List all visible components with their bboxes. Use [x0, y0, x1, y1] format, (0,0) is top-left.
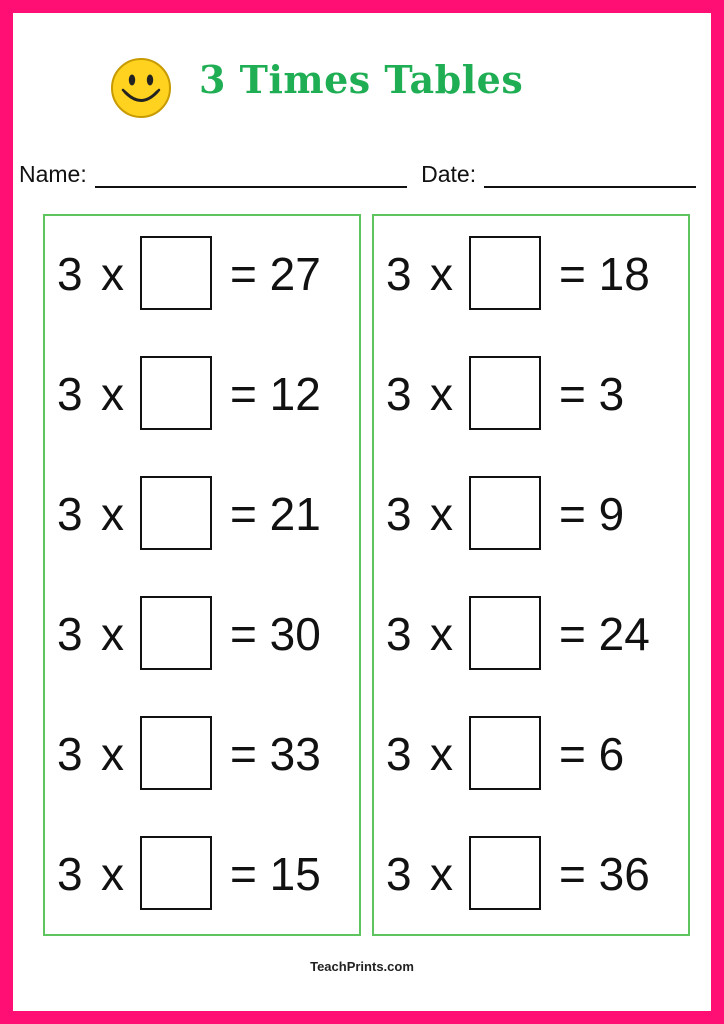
- answer-box[interactable]: [140, 356, 212, 430]
- factor-text: 3: [57, 248, 83, 300]
- answer-box[interactable]: [140, 836, 212, 910]
- product-text: = 21: [230, 488, 321, 540]
- factor-text: 3: [386, 248, 412, 300]
- multiply-sign: x: [101, 608, 124, 660]
- multiply-sign: x: [430, 608, 453, 660]
- student-info-row: [19, 161, 696, 188]
- problem-row: [45, 356, 359, 436]
- multiply-sign: x: [430, 368, 453, 420]
- answer-box[interactable]: [140, 236, 212, 310]
- answer-box[interactable]: [140, 596, 212, 670]
- product-text: = 30: [230, 608, 321, 660]
- multiply-sign: x: [430, 488, 453, 540]
- factor-text: 3: [57, 728, 83, 780]
- worksheet-header: [13, 13, 711, 133]
- answer-box[interactable]: [140, 716, 212, 790]
- answer-box[interactable]: [469, 236, 541, 310]
- problem-column-left: [43, 214, 361, 936]
- answer-box[interactable]: [469, 596, 541, 670]
- product-text: = 3: [559, 368, 625, 420]
- product-text: = 9: [559, 488, 625, 540]
- date-field[interactable]: [484, 164, 696, 188]
- factor-text: 3: [386, 728, 412, 780]
- problem-row: [374, 716, 688, 796]
- product-text: = 18: [559, 248, 650, 300]
- date-label: Date:: [421, 161, 477, 187]
- factor-text: 3: [386, 608, 412, 660]
- product-text: = 33: [230, 728, 321, 780]
- problem-row: [45, 596, 359, 676]
- multiply-sign: x: [101, 368, 124, 420]
- problem-row: [374, 596, 688, 676]
- factor-text: 3: [386, 848, 412, 900]
- product-text: = 12: [230, 368, 321, 420]
- smiley-face-icon: [110, 57, 172, 119]
- answer-box[interactable]: [140, 476, 212, 550]
- name-label: Name:: [19, 161, 87, 187]
- product-text: = 15: [230, 848, 321, 900]
- factor-text: 3: [57, 368, 83, 420]
- answer-box[interactable]: [469, 836, 541, 910]
- answer-box[interactable]: [469, 356, 541, 430]
- problem-row: [45, 716, 359, 796]
- problem-column-right: [372, 214, 690, 936]
- factor-text: 3: [57, 488, 83, 540]
- answer-box[interactable]: [469, 716, 541, 790]
- problem-row: [374, 476, 688, 556]
- page-title: 3 Times Tables: [199, 57, 524, 102]
- product-text: = 6: [559, 728, 625, 780]
- problem-row: [45, 476, 359, 556]
- multiply-sign: x: [101, 848, 124, 900]
- product-text: = 36: [559, 848, 650, 900]
- multiply-sign: x: [430, 848, 453, 900]
- problem-row: [374, 836, 688, 916]
- problem-row: [45, 836, 359, 916]
- answer-box[interactable]: [469, 476, 541, 550]
- product-text: = 24: [559, 608, 650, 660]
- multiply-sign: x: [430, 728, 453, 780]
- product-text: = 27: [230, 248, 321, 300]
- problem-row: [374, 236, 688, 316]
- problem-row: [374, 356, 688, 436]
- multiply-sign: x: [101, 728, 124, 780]
- name-field[interactable]: [95, 164, 407, 188]
- footer-credit: TeachPrints.com: [310, 959, 414, 974]
- factor-text: 3: [386, 368, 412, 420]
- multiply-sign: x: [101, 488, 124, 540]
- factor-text: 3: [57, 608, 83, 660]
- multiply-sign: x: [101, 248, 124, 300]
- factor-text: 3: [386, 488, 412, 540]
- multiply-sign: x: [430, 248, 453, 300]
- factor-text: 3: [57, 848, 83, 900]
- problem-row: [45, 236, 359, 316]
